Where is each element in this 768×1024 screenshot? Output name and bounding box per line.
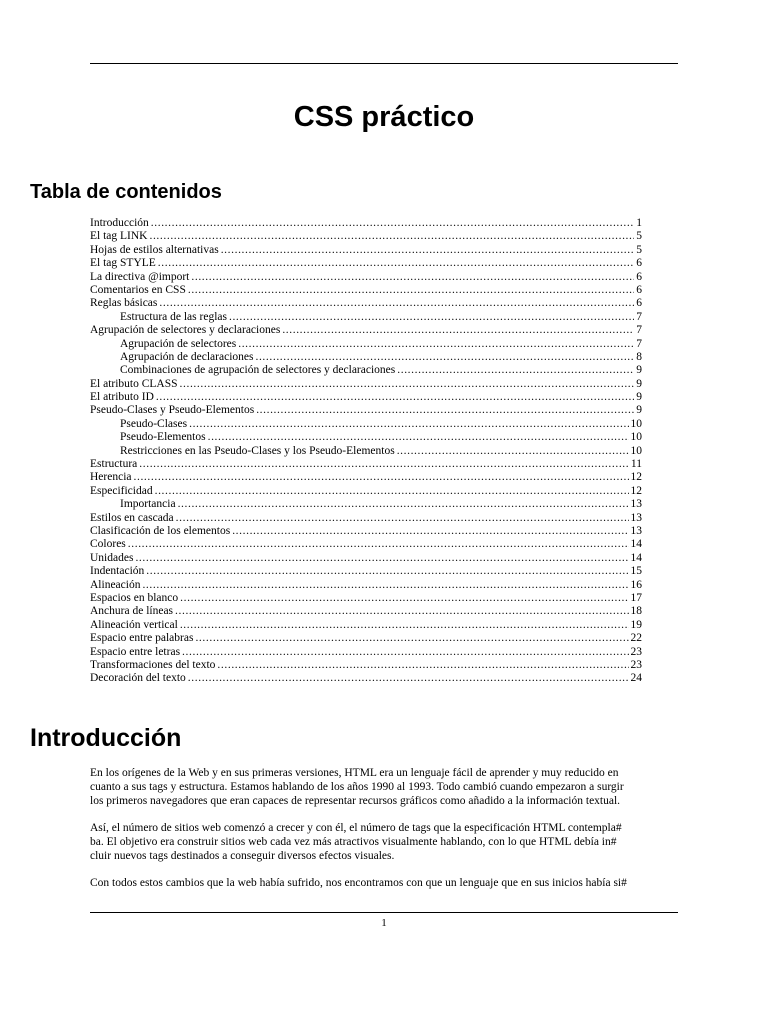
toc-entry-page: 13 xyxy=(630,524,642,537)
toc-entry[interactable] xyxy=(90,351,642,364)
top-rule xyxy=(90,63,678,64)
toc-entry-label: Agrupación de declaraciones xyxy=(120,350,254,363)
toc-leader-dots xyxy=(397,445,629,458)
toc-entry[interactable] xyxy=(90,217,642,230)
toc-entry-page: 14 xyxy=(630,538,642,551)
toc-entry-page: 15 xyxy=(630,565,642,578)
toc-entry[interactable] xyxy=(90,257,642,270)
body-text xyxy=(90,766,680,903)
toc-entry-page: 5 xyxy=(636,243,642,256)
toc-entry[interactable] xyxy=(90,324,642,337)
paragraph xyxy=(90,821,680,863)
toc-entry-label: El tag STYLE xyxy=(90,257,156,270)
toc-entry-label: El tag LINK xyxy=(90,230,148,243)
toc-entry[interactable] xyxy=(90,565,642,578)
toc-entry-label: Pseudo-Clases y Pseudo-Elementos xyxy=(90,404,255,417)
toc-leader-dots xyxy=(189,418,628,431)
toc-entry[interactable] xyxy=(90,512,642,525)
toc-leader-dots xyxy=(217,659,628,672)
toc-entry-label: Pseudo-Clases xyxy=(120,417,188,430)
toc-entry[interactable] xyxy=(90,391,642,404)
paragraph xyxy=(90,876,680,890)
toc-leader-dots xyxy=(256,404,634,417)
toc-entry-page: 10 xyxy=(630,444,642,457)
toc-entry-page: 7 xyxy=(636,310,642,323)
toc-entry-page: 12 xyxy=(630,471,642,484)
toc-leader-dots xyxy=(238,338,634,351)
toc-entry[interactable] xyxy=(90,471,642,484)
toc-leader-dots xyxy=(135,552,628,565)
toc-entry-label: Restricciones en las Pseudo-Clases y los Pseudo-Elementos xyxy=(120,444,395,457)
paragraph-line: cluir nuevos tags destinados a conseguir diversos efectos visuales. xyxy=(90,850,395,862)
toc-leader-dots xyxy=(156,391,634,404)
toc-entry[interactable] xyxy=(90,297,642,310)
toc-entry-label: La directiva @import xyxy=(90,270,190,283)
toc-entry-page: 24 xyxy=(630,672,642,685)
toc-entry[interactable] xyxy=(90,418,642,431)
toc-entry-page: 10 xyxy=(630,417,642,430)
toc-entry-label: Espacios en blanco xyxy=(90,591,179,604)
toc-entry-page: 7 xyxy=(636,324,642,337)
toc-entry-label: Estructura de las reglas xyxy=(120,310,227,323)
toc-entry-page: 10 xyxy=(630,431,642,444)
toc-entry-label: Decoración del texto xyxy=(90,672,186,685)
toc-entry[interactable] xyxy=(90,605,642,618)
toc-leader-dots xyxy=(397,364,634,377)
toc-entry-label: Estructura xyxy=(90,458,138,471)
toc-entry-label: Hojas de estilos alternativas xyxy=(90,243,219,256)
toc-entry-page: 23 xyxy=(630,645,642,658)
toc-entry-page: 13 xyxy=(630,511,642,524)
toc-entry-page: 11 xyxy=(630,458,642,471)
document-title: CSS práctico xyxy=(293,101,475,133)
toc-entry[interactable] xyxy=(90,619,642,632)
toc-leader-dots xyxy=(180,619,629,632)
toc-entry-page: 17 xyxy=(630,591,642,604)
toc-leader-dots xyxy=(134,471,629,484)
toc-entry-label: Alineación vertical xyxy=(90,618,178,631)
toc-entry-page: 8 xyxy=(636,350,642,363)
toc-entry-label: Agrupación de selectores y declaraciones xyxy=(90,324,281,337)
toc-entry-page: 13 xyxy=(630,498,642,511)
toc-entry-page: 14 xyxy=(630,551,642,564)
toc-entry[interactable] xyxy=(90,404,642,417)
toc-leader-dots xyxy=(232,525,628,538)
toc-entry-label: Importancia xyxy=(120,498,176,511)
toc-entry-page: 16 xyxy=(630,578,642,591)
toc-entry-page: 6 xyxy=(636,257,642,270)
toc-entry-page: 9 xyxy=(636,404,642,417)
toc-leader-dots xyxy=(151,217,634,230)
paragraph xyxy=(90,766,680,808)
toc-entry[interactable] xyxy=(90,244,642,257)
toc-leader-dots xyxy=(195,632,628,645)
toc-leader-dots xyxy=(175,605,628,618)
toc-entry-page: 23 xyxy=(630,658,642,671)
toc-entry-label: Anchura de líneas xyxy=(90,605,174,618)
paragraph-line: ba. El objetivo era construir sitios web cada vez más atractivos visualmente hablando, con lo que HTML debía in# xyxy=(90,836,617,848)
toc-entry-label: Comentarios en CSS xyxy=(90,283,186,296)
toc-leader-dots xyxy=(282,324,634,337)
toc-entry[interactable] xyxy=(90,311,642,324)
toc-leader-dots xyxy=(142,579,628,592)
toc-entry-page: 5 xyxy=(636,230,642,243)
toc-leader-dots xyxy=(180,378,635,391)
toc-entry-label: Colores xyxy=(90,538,126,551)
toc-leader-dots xyxy=(159,297,634,310)
toc-entry[interactable] xyxy=(90,659,642,672)
toc-entry-page: 1 xyxy=(636,217,642,229)
toc-entry[interactable] xyxy=(90,431,642,444)
toc-entry[interactable] xyxy=(90,485,642,498)
toc-entry-label: Introducción xyxy=(90,217,149,229)
toc-leader-dots xyxy=(176,512,629,525)
toc-entry-page: 9 xyxy=(636,391,642,404)
toc-entry-page: 18 xyxy=(630,605,642,618)
toc-entry[interactable] xyxy=(90,646,642,659)
toc-leader-dots xyxy=(178,498,629,511)
paragraph-line: Con todos estos cambios que la web había sufrido, nos encontramos con que un lenguaje que en sus inicios había si# xyxy=(90,877,627,889)
toc-entry-label: Espacio entre palabras xyxy=(90,632,194,645)
toc-entry-page: 12 xyxy=(630,484,642,497)
toc-entry-page: 22 xyxy=(630,632,642,645)
section-heading: Introducción xyxy=(30,724,182,752)
page-number: 1 xyxy=(381,917,387,929)
toc-entry[interactable] xyxy=(90,632,642,645)
toc-entry-label: Unidades xyxy=(90,551,134,564)
toc-entry-page: 7 xyxy=(636,337,642,350)
toc-leader-dots xyxy=(158,257,634,270)
toc-entry-page: 19 xyxy=(630,618,642,631)
paragraph-line: los primeros navegadores que eran capaces de representar recursos gráficos como añadido a la información textual. xyxy=(90,795,621,807)
toc-entry[interactable] xyxy=(90,445,642,458)
paragraph-line: En los orígenes de la Web y en sus primeras versiones, HTML era un lenguaje fácil de aprender y muy reducido en xyxy=(90,767,619,779)
toc-entry[interactable] xyxy=(90,230,642,243)
toc-entry-page: 9 xyxy=(636,377,642,390)
toc-leader-dots xyxy=(188,284,634,297)
toc-entry[interactable] xyxy=(90,284,642,297)
toc-entry[interactable] xyxy=(90,271,642,284)
toc-leader-dots xyxy=(182,646,628,659)
toc-entry-page: 6 xyxy=(636,283,642,296)
toc-leader-dots xyxy=(146,565,628,578)
paragraph-line: cuanto a sus tags y estructura. Estamos hablando de los años 1990 al 1993. Todo cambió cuando empezaron a surgir xyxy=(90,781,624,793)
toc-entry-label: Reglas básicas xyxy=(90,297,158,310)
toc-entry[interactable] xyxy=(90,579,642,592)
toc-entry-label: Especificidad xyxy=(90,484,153,497)
bottom-rule xyxy=(90,912,678,913)
toc-entry-label: El atributo CLASS xyxy=(90,377,178,390)
toc-entry-page: 6 xyxy=(636,270,642,283)
toc-entry[interactable] xyxy=(90,498,642,511)
toc-entry-label: Espacio entre letras xyxy=(90,645,181,658)
toc-leader-dots xyxy=(128,538,629,551)
toc-entry-label: Agrupación de selectores xyxy=(120,337,237,350)
toc-leader-dots xyxy=(208,431,629,444)
toc-entry-page: 9 xyxy=(636,364,642,377)
toc-leader-dots xyxy=(149,230,634,243)
toc-entry-label: Alineación xyxy=(90,578,141,591)
toc-leader-dots xyxy=(255,351,634,364)
toc-entry-label: Combinaciones de agrupación de selectores y declaraciones xyxy=(120,364,396,377)
toc-leader-dots xyxy=(139,458,629,471)
toc-leader-dots xyxy=(180,592,628,605)
toc-leader-dots xyxy=(221,244,635,257)
toc-entry-label: Pseudo-Elementos xyxy=(120,431,206,444)
toc-entry[interactable] xyxy=(90,364,642,377)
toc-entry[interactable] xyxy=(90,458,642,471)
toc-entry-label: Transformaciones del texto xyxy=(90,658,216,671)
toc-heading: Tabla de contenidos xyxy=(30,181,222,203)
toc-leader-dots xyxy=(191,271,634,284)
table-of-contents xyxy=(90,217,642,686)
toc-entry-label: Indentación xyxy=(90,565,145,578)
toc-entry[interactable] xyxy=(90,338,642,351)
toc-leader-dots xyxy=(188,672,629,685)
toc-entry-page: 6 xyxy=(636,297,642,310)
toc-leader-dots xyxy=(155,485,629,498)
toc-entry[interactable] xyxy=(90,378,642,391)
paragraph-line: Así, el número de sitios web comenzó a crecer y con él, el número de tags que la especificación HTML contempla# xyxy=(90,822,622,834)
toc-entry[interactable] xyxy=(90,552,642,565)
toc-entry-label: Herencia xyxy=(90,471,132,484)
toc-entry[interactable] xyxy=(90,672,642,685)
toc-entry[interactable] xyxy=(90,525,642,538)
toc-entry[interactable] xyxy=(90,538,642,551)
toc-entry-label: Clasificación de los elementos xyxy=(90,524,231,537)
toc-entry-label: Estilos en cascada xyxy=(90,511,174,524)
toc-entry-label: El atributo ID xyxy=(90,391,154,404)
toc-leader-dots xyxy=(229,311,634,324)
toc-entry[interactable] xyxy=(90,592,642,605)
